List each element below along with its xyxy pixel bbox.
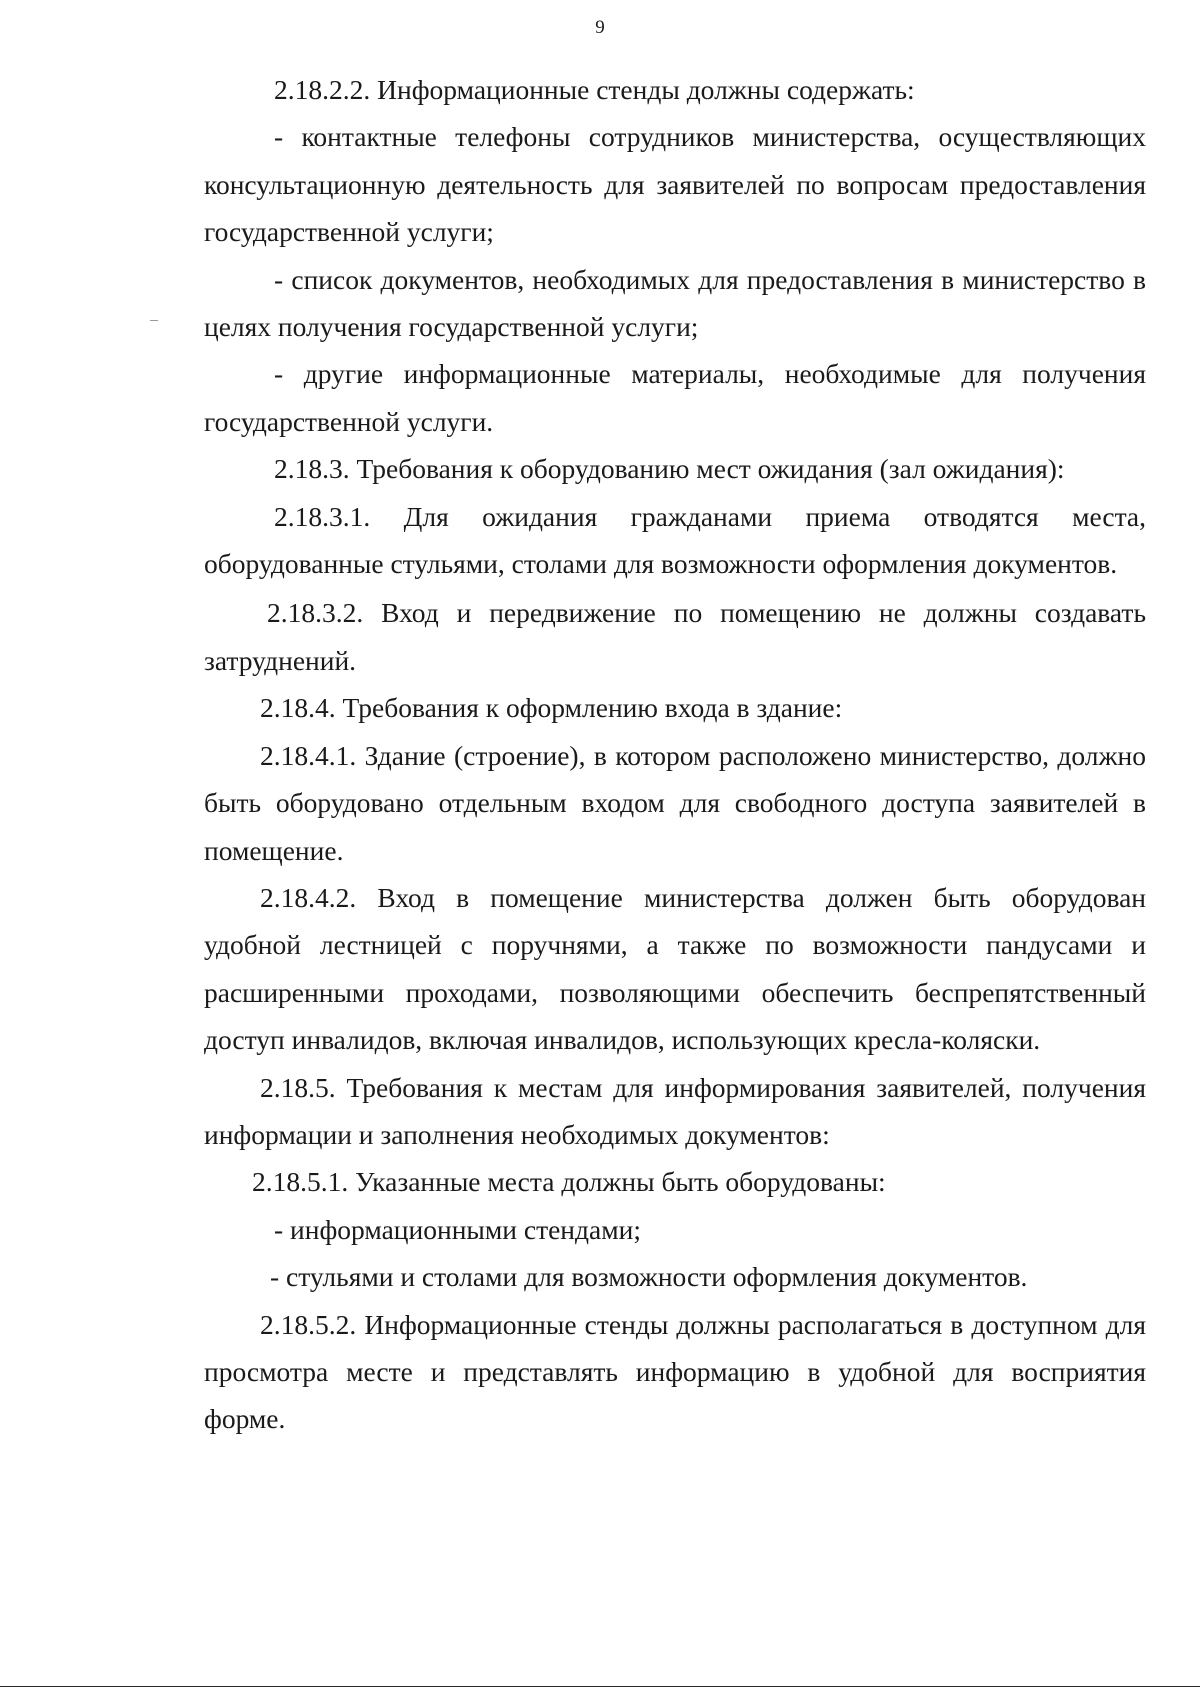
paragraph-2-18-5: 2.18.5. Требования к местам для информирования заявителей, получения информации и заполнения необходимых документов: bbox=[204, 1071, 1146, 1150]
list-item-contact-phones: - контактные телефоны сотрудников министерства, осуществляющих консультационную деятельность для заявителей по вопросам предоставления государственной услуги; bbox=[204, 121, 1146, 248]
list-item-other-materials: - другие информационные материалы, необходимые для получения государственной услуги. bbox=[204, 358, 1146, 437]
paragraph-2-18-4: 2.18.4. Требования к оформлению входа в здание: bbox=[260, 692, 843, 724]
list-item-chairs-tables: - стульями и столами для возможности оформления документов. bbox=[270, 1261, 1028, 1293]
page-number: 9 bbox=[595, 17, 605, 38]
paragraph-2-18-5-1: 2.18.5.1. Указанные места должны быть оборудованы: bbox=[252, 1166, 886, 1198]
list-item-info-stands: - информационными стендами; bbox=[274, 1213, 641, 1245]
paragraph-2-18-4-1: 2.18.4.1. Здание (строение), в котором расположено министерство, должно быть оборудовано отдельным входом для свободного доступа заявителей в помещение. bbox=[204, 739, 1146, 866]
document-body bbox=[204, 66, 1146, 1443]
bottom-edge-line bbox=[0, 1686, 1200, 1687]
list-item-document-list: - список документов, необходимых для предоставления в министерство в целях получения государственной услуги; bbox=[204, 263, 1146, 343]
paragraph-2-18-2-2: 2.18.2.2. Информационные стенды должны содержать: bbox=[274, 74, 915, 105]
paragraph-2-18-3: 2.18.3. Требования к оборудованию мест ожидания (зал ожидания): bbox=[274, 453, 1065, 485]
paragraph-2-18-3-1: 2.18.3.1. Для ожидания гражданами приема отводятся места, оборудованные стульями, столами для возможности оформления документов. bbox=[204, 500, 1146, 580]
paragraph-2-18-4-2: 2.18.4.2. Вход в помещение министерства должен быть оборудован удобной лестницей с поручнями, а также по возможности пандусами и расширенными проходами, позволяющими обеспечить беспрепятственный доступ инвалидов, включая инвалидов, использующих кресла-коляски. bbox=[204, 881, 1146, 1056]
paragraph-2-18-3-2: 2.18.3.2. Вход и передвижение по помещению не должны создавать затруднений. bbox=[204, 597, 1146, 676]
scan-artifact bbox=[150, 320, 158, 321]
paragraph-2-18-5-2: 2.18.5.2. Информационные стенды должны располагаться в доступном для просмотра месте и представлять информацию в удобной для восприятия форме. bbox=[204, 1308, 1146, 1435]
